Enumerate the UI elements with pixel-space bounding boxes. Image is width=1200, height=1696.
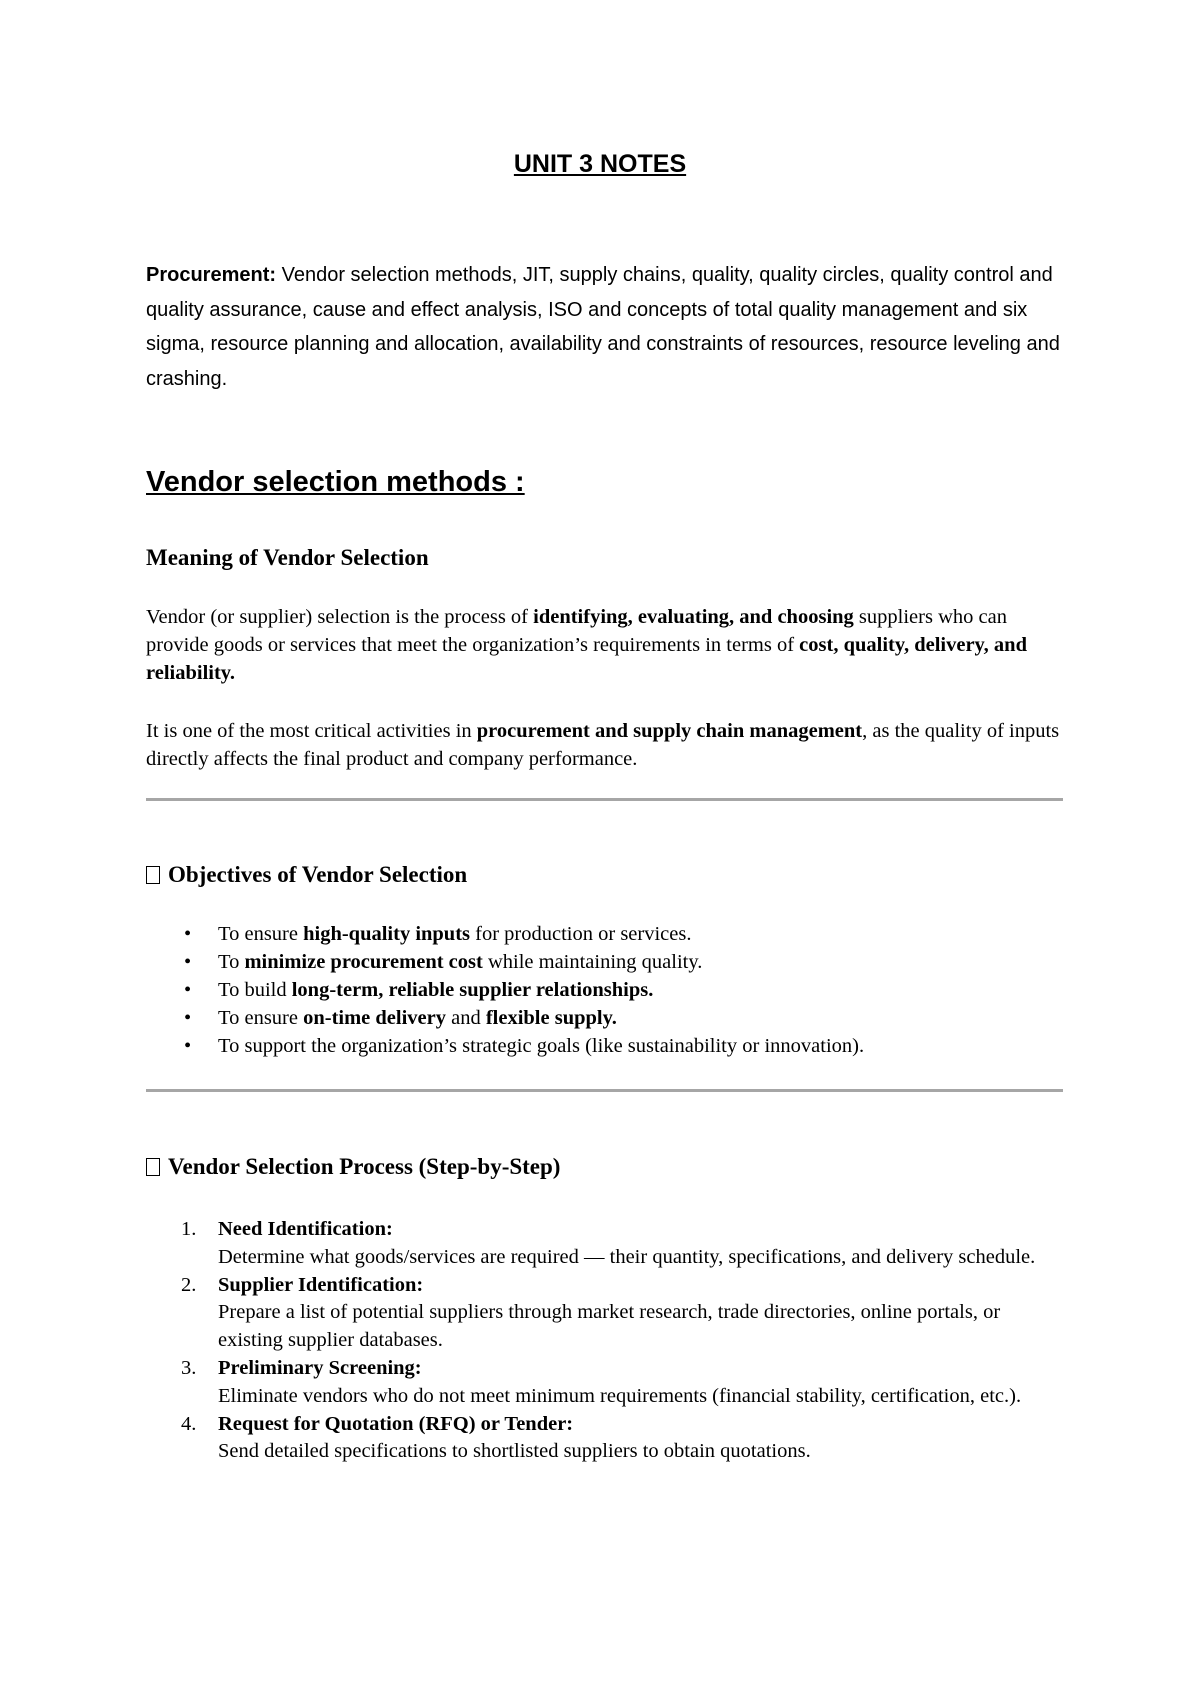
step-number: 1. — [181, 1218, 197, 1240]
bullet-icon: • — [184, 1035, 192, 1057]
list-item: • To ensure high-quality inputs for production or services. — [146, 920, 1066, 948]
objectives-list — [146, 920, 1066, 1060]
section-heading: Vendor selection methods : — [146, 466, 525, 498]
list-item — [146, 1411, 1066, 1467]
step-description: Eliminate vendors who do not meet minimum requirements (financial stability, certification, etc.). — [218, 1384, 1022, 1407]
process-heading: Vendor Selection Process (Step-by-Step) — [146, 1154, 560, 1180]
bullet-icon: • — [184, 1007, 192, 1029]
list-item — [146, 1216, 1066, 1272]
bullet-icon: • — [184, 979, 192, 1001]
process-steps-list — [146, 1216, 1066, 1466]
step-title: Need Identification: — [218, 1218, 393, 1240]
objectives-heading: Objectives of Vendor Selection — [146, 862, 467, 888]
step-number: 2. — [181, 1273, 197, 1296]
horizontal-rule — [146, 1089, 1063, 1092]
step-title: Supplier Identification: — [218, 1273, 424, 1296]
intro-label: Procurement: — [146, 264, 277, 286]
list-item: • To minimize procurement cost while maintaining quality. — [146, 948, 1066, 976]
step-description: Send detailed specifications to shortlisted suppliers to obtain quotations. — [218, 1440, 811, 1463]
list-item — [146, 1272, 1066, 1355]
step-description: Prepare a list of potential suppliers through market research, trade directories, online portals, or existing supplier databases. — [218, 1301, 1001, 1352]
list-item: • To support the organization’s strategic goals (like sustainability or innovation). — [146, 1032, 1066, 1060]
meaning-heading: Meaning of Vendor Selection — [146, 545, 429, 570]
step-number: 3. — [181, 1356, 197, 1379]
meaning-paragraph-2: It is one of the most critical activities in procurement and supply chain management, as the quality of inputs directly affects the final product and company performance. — [146, 720, 1060, 770]
horizontal-rule — [146, 798, 1063, 801]
intro-paragraph — [146, 258, 1066, 396]
bullet-icon: • — [184, 951, 192, 973]
missing-glyph-icon — [146, 866, 160, 884]
list-item: • To ensure on-time delivery and flexible supply. — [146, 1004, 1066, 1032]
list-item: • To build long-term, reliable supplier relationships. — [146, 976, 1066, 1004]
missing-glyph-icon — [146, 1158, 160, 1176]
intro-text: Vendor selection methods, JIT, supply chains, quality, quality circles, quality control and quality assurance, cause and effect analysis, ISO and concepts of total quality management and six sigma, resource planning and allocation, availability and constraints of resources, resource leveling and crashing. — [146, 264, 1060, 390]
bullet-icon: • — [184, 923, 192, 945]
page-title: UNIT 3 NOTES — [513, 150, 687, 178]
meaning-paragraph-1: Vendor (or supplier) selection is the process of identifying, evaluating, and choosing suppliers who can provide goods or services that meet the organization’s requirements in terms of cost, quality, delivery, and reliability. — [146, 606, 1027, 684]
step-number: 4. — [181, 1412, 197, 1435]
step-title: Preliminary Screening: — [218, 1356, 422, 1379]
step-description: Determine what goods/services are required — their quantity, specifications, and delivery schedule. — [218, 1245, 1036, 1268]
step-title: Request for Quotation (RFQ) or Tender: — [218, 1412, 574, 1435]
list-item — [146, 1355, 1066, 1411]
